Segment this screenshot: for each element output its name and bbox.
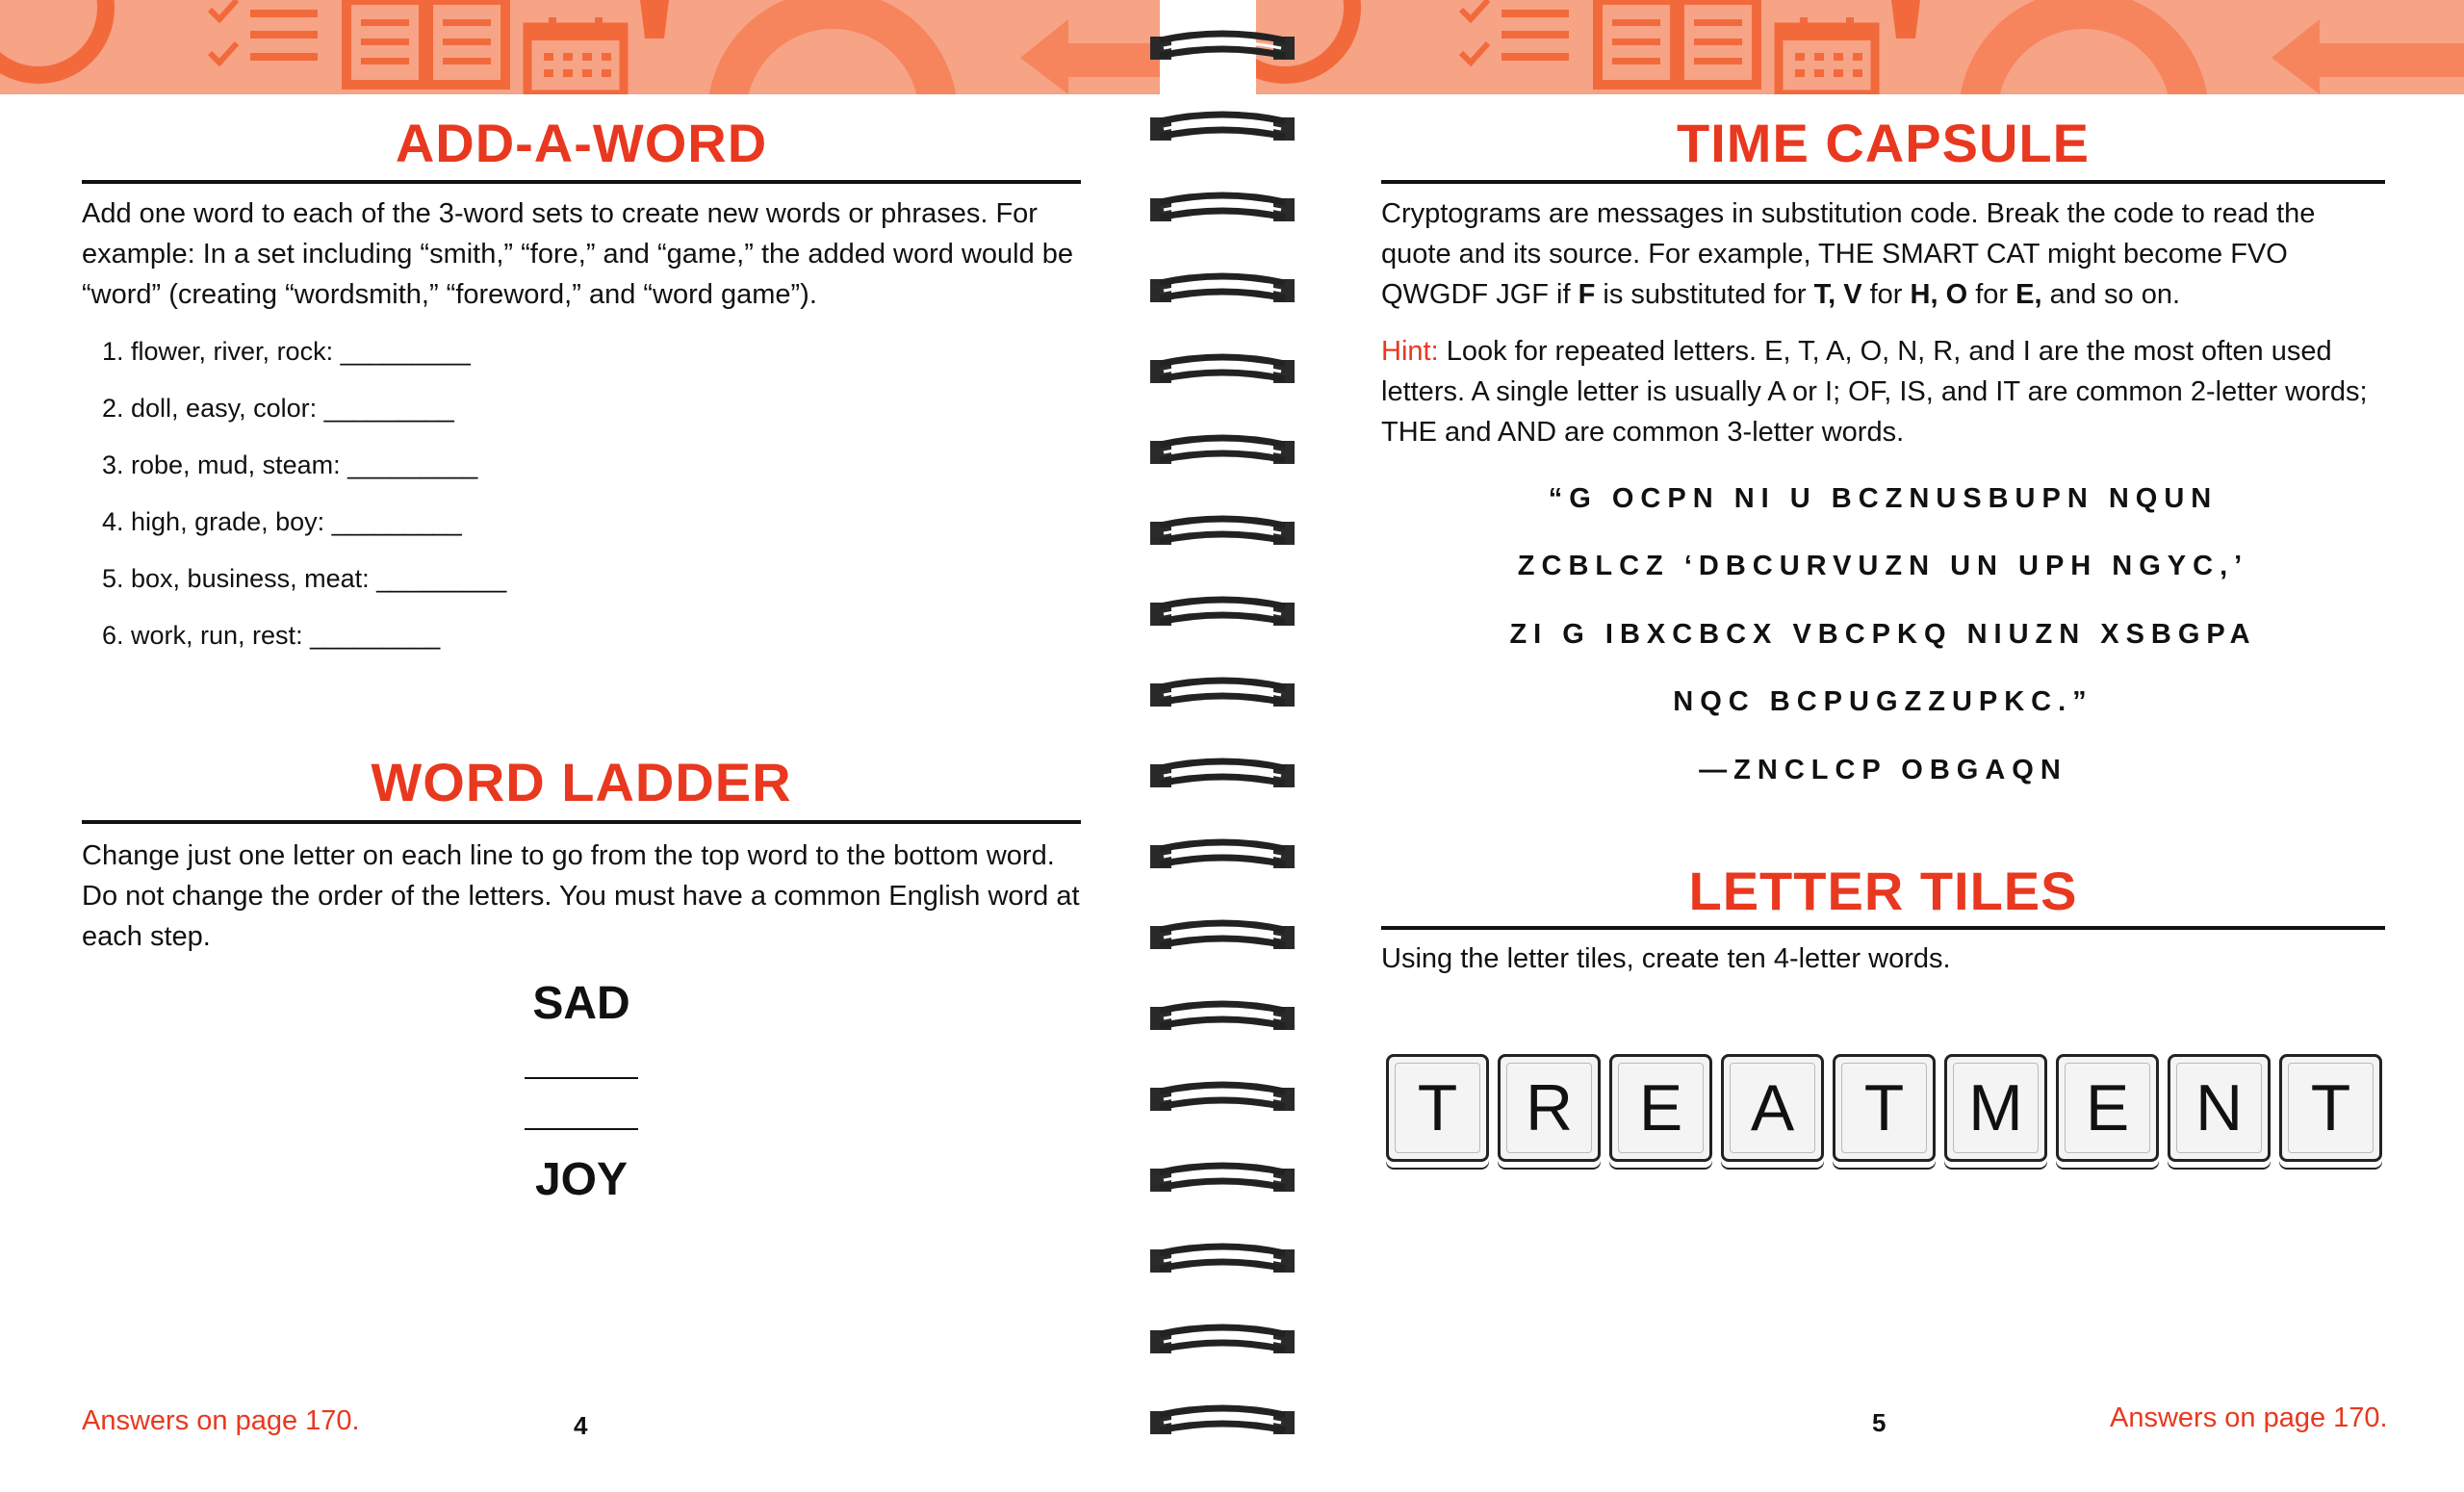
letter-tile-8: N	[2168, 1054, 2271, 1162]
answers-note-left: Answers on page 170.	[82, 1405, 360, 1436]
cryptogram-line-4: NQC BCPUGZZUPKC.”	[1673, 686, 2093, 717]
page-number-left: 4	[574, 1411, 588, 1440]
add-a-word-intro: Add one word to each of the 3-word sets to create new words or phrases. For example: In a set including “smith,” “fore,” and “game,” the added word would be “word” (creating “wordsmith,” “foreword,” and “word game”).	[82, 198, 1074, 310]
checklist-icon	[1461, 0, 1569, 63]
spiral-coil-icon	[1150, 352, 1295, 389]
spiral-coil-icon	[1150, 191, 1295, 227]
letter-tile-1: T	[1386, 1054, 1489, 1162]
spiral-coil-icon	[1150, 514, 1295, 551]
letter-tile-4: A	[1721, 1054, 1824, 1162]
letter-tile-2: R	[1498, 1054, 1601, 1162]
open-book-icon	[346, 0, 505, 85]
spiral-coil-icon	[1150, 999, 1295, 1036]
spiral-coil-icon	[1150, 1080, 1295, 1117]
header-banner-left	[0, 0, 1160, 94]
time-capsule-intro: Cryptograms are messages in substitution code. Break the code to read the quote and its source. For example, THE SMART CAT might become FVO QWGDF JGF if F is substituted for T, V for H, O for E, and so on.	[1381, 198, 2316, 310]
word-ladder-rule	[82, 820, 1081, 824]
word-ladder-title: WORD LADDER	[371, 752, 792, 812]
add-a-word-item-1: 1. flower, river, rock: _________	[102, 337, 471, 366]
spiral-binding	[1136, 0, 1309, 1492]
arrow-icon	[2272, 19, 2464, 94]
time-capsule-rule	[1381, 180, 2385, 184]
ladder-top-word: SAD	[532, 978, 630, 1029]
add-a-word-item-2: 2. doll, easy, color: _________	[102, 394, 454, 423]
spiral-coil-icon	[1150, 433, 1295, 470]
ladder-bottom-word: JOY	[534, 1154, 629, 1205]
spiral-coil-icon	[1150, 1323, 1295, 1359]
add-a-word-item-3: 3. robe, mud, steam: _________	[102, 450, 478, 479]
time-capsule-hint	[1381, 331, 2392, 452]
calendar-icon	[527, 17, 624, 94]
spiral-coil-icon	[1150, 837, 1295, 874]
hint-label: Hint:	[1381, 336, 1439, 367]
letter-tile-3: E	[1609, 1054, 1712, 1162]
spiral-coil-icon	[1150, 676, 1295, 712]
add-a-word-title: ADD-A-WORD	[395, 113, 768, 173]
add-a-word-rule	[82, 180, 1081, 184]
page-number-right: 5	[1872, 1408, 1886, 1437]
add-a-word-item-6: 6. work, run, rest: _________	[102, 621, 441, 650]
answers-note-right: Answers on page 170.	[2110, 1402, 2388, 1433]
open-book-icon	[1598, 0, 1757, 85]
checklist-icon	[210, 0, 318, 63]
letter-tile-5: T	[1833, 1054, 1936, 1162]
spiral-coil-icon	[1150, 595, 1295, 631]
pencil-icon	[640, 0, 669, 39]
hint-text: Look for repeated letters. E, T, A, O, N, R, and I are the most often used letters. A single letter is usually A or I; OF, IS, and IT are common 2-letter words; THE and AND are common 3-letter words.	[1381, 336, 2368, 448]
spiral-coil-icon	[1150, 1242, 1295, 1278]
add-a-word-item-5: 5. box, business, meat: _________	[102, 564, 507, 593]
time-capsule-title: TIME CAPSULE	[1677, 113, 2090, 173]
right-page	[1256, 0, 2464, 1492]
banner-illustration-right	[1256, 0, 2464, 94]
ladder-blank-1	[525, 1077, 638, 1079]
letter-tiles-title: LETTER TILES	[1688, 861, 2078, 921]
large-gear-icon	[1978, 10, 2190, 94]
ladder-blank-2	[525, 1128, 638, 1130]
letter-tiles-rule	[1381, 926, 2385, 930]
gear-icon	[0, 0, 106, 75]
calendar-icon	[1779, 17, 1875, 94]
left-page	[0, 0, 1160, 1492]
banner-illustration-left	[0, 0, 1160, 94]
large-gear-icon	[727, 10, 938, 94]
letter-tile-6: M	[1944, 1054, 2047, 1162]
letter-tile-7: E	[2056, 1054, 2159, 1162]
spiral-coil-icon	[1150, 271, 1295, 308]
pencil-icon	[1891, 0, 1920, 39]
cryptogram-source: —ZNCLCP OBGAQN	[1699, 755, 2067, 785]
header-banner-right	[1256, 0, 2464, 94]
spiral-coil-icon	[1150, 1403, 1295, 1440]
word-ladder-intro: Change just one letter on each line to go from the top word to the bottom word. Do not change the order of the letters. You must have a common English word at each step.	[82, 840, 1080, 952]
spiral-coil-icon	[1150, 1161, 1295, 1197]
spiral-coil-icon	[1150, 29, 1295, 65]
spiral-coil-icon	[1150, 918, 1295, 955]
cryptogram-line-1: “G OCPN NI U BCZNUSBUPN NQUN	[1548, 483, 2219, 514]
add-a-word-item-4: 4. high, grade, boy: _________	[102, 507, 462, 536]
letter-tile-9: T	[2279, 1054, 2382, 1162]
letter-tiles-intro: Using the letter tiles, create ten 4-letter words.	[1381, 943, 1951, 974]
spiral-coil-icon	[1150, 757, 1295, 793]
spiral-coil-icon	[1150, 110, 1295, 146]
cryptogram-line-3: ZI G IBXCBCX VBCPKQ NIUZN XSBGPA	[1509, 619, 2257, 650]
cryptogram-line-2: ZCBLCZ ‘DBCURVUZN UN UPH NGYC,’	[1517, 551, 2249, 581]
